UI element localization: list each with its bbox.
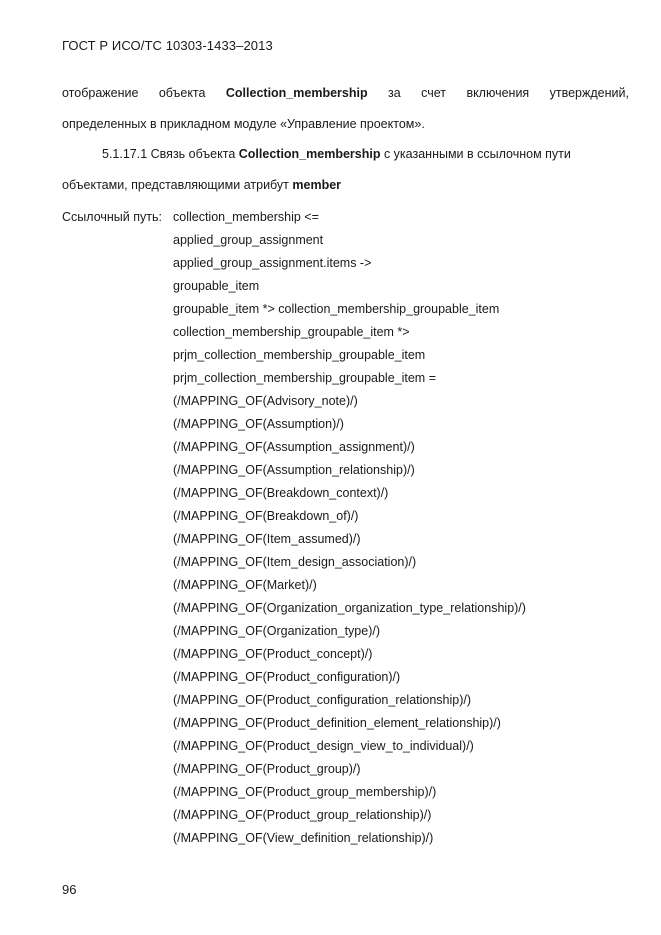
reference-path-line: (/MAPPING_OF(Product_configuration)/) — [173, 670, 401, 684]
section-bold-term: Collection_membership — [238, 147, 381, 161]
reference-path-line: (/MAPPING_OF(Advisory_note)/) — [173, 394, 358, 408]
reference-path-line: (/MAPPING_OF(Organization_type)/) — [173, 624, 381, 638]
reference-path-line: (/MAPPING_OF(Organization_organization_type_relationship)/) — [173, 601, 526, 615]
section-line-2 — [62, 178, 341, 192]
reference-path-line: collection_membership <= — [173, 210, 319, 224]
reference-path-line: (/MAPPING_OF(Market)/) — [173, 578, 317, 592]
reference-path-line: groupable_item *> collection_membership_groupable_item — [173, 302, 500, 316]
intro-word: отображение — [62, 86, 139, 100]
reference-path-line: (/MAPPING_OF(Product_group)/) — [173, 762, 361, 776]
document-header: ГОСТ Р ИСО/ТС 10303-1433–2013 — [62, 38, 273, 53]
section-line2-bold: member — [292, 178, 342, 192]
reference-path-line: prjm_collection_membership_groupable_item — [173, 348, 426, 362]
reference-path-line: (/MAPPING_OF(Assumption)/) — [173, 417, 344, 431]
reference-path-line: (/MAPPING_OF(Assumption_relationship)/) — [173, 463, 415, 477]
reference-path-line: (/MAPPING_OF(Assumption_assignment)/) — [173, 440, 415, 454]
page-number: 96 — [62, 882, 77, 897]
intro-bold-term: Collection_membership — [225, 86, 368, 100]
reference-path-line: (/MAPPING_OF(Product_concept)/) — [173, 647, 373, 661]
intro-line-2: определенных в прикладном модуле «Управление проектом». — [62, 117, 425, 131]
reference-path-line: (/MAPPING_OF(Product_group_membership)/) — [173, 785, 437, 799]
section-suffix: с указанными в ссылочном пути — [383, 147, 571, 161]
reference-path-line: collection_membership_groupable_item *> — [173, 325, 410, 339]
reference-path-line: (/MAPPING_OF(Breakdown_of)/) — [173, 509, 359, 523]
reference-path-line: (/MAPPING_OF(Item_assumed)/) — [173, 532, 361, 546]
reference-path-line: (/MAPPING_OF(View_definition_relationship)/) — [173, 831, 434, 845]
section-heading — [102, 147, 571, 161]
intro-word: включения — [466, 86, 530, 100]
intro-word: счет — [421, 86, 447, 100]
reference-path-line: (/MAPPING_OF(Product_design_view_to_individual)/) — [173, 739, 474, 753]
reference-path-line: applied_group_assignment.items -> — [173, 256, 372, 270]
intro-word: объекта — [158, 86, 206, 100]
reference-path-list — [173, 210, 526, 854]
reference-path-line: (/MAPPING_OF(Product_configuration_relationship)/) — [173, 693, 472, 707]
reference-path-line: (/MAPPING_OF(Item_design_association)/) — [173, 555, 417, 569]
intro-line-1 — [62, 86, 629, 100]
intro-word: утверждений, — [549, 86, 629, 100]
section-prefix: 5.1.17.1 Связь объекта — [102, 147, 236, 161]
reference-path-line: applied_group_assignment — [173, 233, 324, 247]
section-line2-prefix: объектами, представляющими атрибут — [62, 178, 289, 192]
reference-path-line: (/MAPPING_OF(Breakdown_context)/) — [173, 486, 389, 500]
reference-path-line: (/MAPPING_OF(Product_definition_element_relationship)/) — [173, 716, 501, 730]
reference-path-line: prjm_collection_membership_groupable_item = — [173, 371, 436, 385]
reference-path-line: groupable_item — [173, 279, 260, 293]
reference-path-line: (/MAPPING_OF(Product_group_relationship)/) — [173, 808, 432, 822]
intro-word: за — [388, 86, 401, 100]
reference-path-label: Ссылочный путь: — [62, 210, 162, 224]
